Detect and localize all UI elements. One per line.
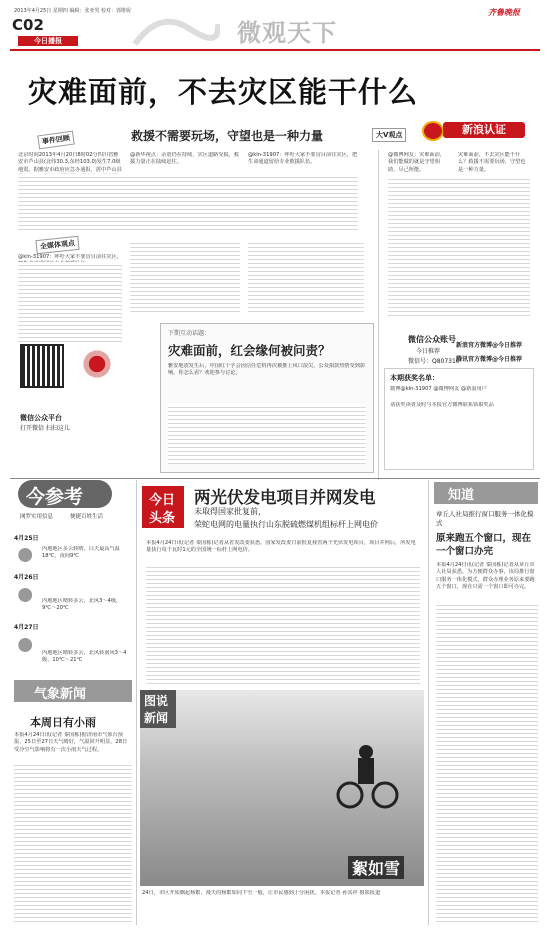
topic-kicker: 下期互动话题： xyxy=(168,330,211,337)
column-title: 微观天下 xyxy=(237,19,337,47)
weixin-title: 微信公众账号 xyxy=(408,335,456,344)
topic-lines xyxy=(168,404,366,464)
zhidao-lines xyxy=(436,602,538,922)
qr-code[interactable] xyxy=(20,344,64,388)
weather-2: 内地地区晴转多云，北风3～4级，9℃～20℃ xyxy=(42,598,122,612)
photo-caption: 24日，市区开始飘起杨絮，漫天的杨絮如同下雪一般，让市民感到十分困扰。本报记者 孙其祥 摄影报道 xyxy=(142,890,381,896)
brand-logo: 齐鲁晚报 xyxy=(488,8,520,17)
weather-body: 本报4月24日讯(记者 秦国栋)据济南市气象台预报，25日至27日天气晴好，气温回升明显，28日受冷空气影响将有一次小雨天气过程。 xyxy=(14,732,128,753)
cyclist-figure-icon xyxy=(330,740,410,810)
photo-badge-2: 新闻 xyxy=(144,711,169,725)
date-1: 4月25日 xyxy=(14,535,39,542)
zhidao-headline: 原来跑五个窗口，现在一个窗口办完 xyxy=(436,533,532,557)
qr-caption-2: 打开微信 扫扫这儿 xyxy=(20,425,70,432)
xinlang-badge: 新浪认证 xyxy=(443,122,525,138)
pv-sub-1: 未取得国家批复前， xyxy=(194,507,266,516)
ref-sub-2: 便捷百姓生活 xyxy=(70,514,104,520)
weather-lines xyxy=(14,762,132,922)
weather-icon-2 xyxy=(14,585,42,605)
netizen-lines-3 xyxy=(248,240,364,314)
weather-3: 内地地区晴转多云，北风转南风3～4级，10℃～21℃ xyxy=(42,650,127,664)
topic-body: 雅安地震发生后，中国红十字会因信任危机再次被推上风口浪尖，公众捐款热情受到影响。你怎么看？欢迎参与讨论。 xyxy=(168,363,366,377)
netizen-tag: 全媒体观点 xyxy=(35,236,79,254)
lead-body-3: @kln-31907：呼吁大家不要盲目前往灾区，把生命通道留给专业救援队伍。 xyxy=(248,152,358,166)
prize-note: 请获奖读者及时与本报官方微博联系领取奖品 xyxy=(390,402,494,408)
netizen-lines-1 xyxy=(18,262,122,342)
weather-icon-1 xyxy=(14,545,42,565)
zhidao-title: 知道 xyxy=(448,488,475,503)
date-3: 4月27日 xyxy=(14,624,39,631)
event-tag: 事件回顾 xyxy=(37,131,75,150)
date-2: 4月26日 xyxy=(14,574,39,581)
section-label: 今日播报 xyxy=(18,36,78,46)
weixin-name: 今日推荐 xyxy=(416,348,441,355)
topic-title: 灾难面前，红会缘何被问责？ xyxy=(168,343,331,358)
pv-headline: 两光伏发电项目并网发电 xyxy=(194,488,376,507)
lead-headline: 灾难面前，不去灾区能干什么 xyxy=(28,75,419,109)
weibo-account-1: 新浪官方微博@今日推荐 xyxy=(456,342,523,349)
photo-title: 絮如雪 xyxy=(348,856,404,879)
lead-text-lines xyxy=(18,174,358,230)
netizen-lines-2 xyxy=(130,240,240,314)
page-number: C02 xyxy=(12,16,44,34)
pv-lines xyxy=(146,564,420,684)
headline-badge-2: 头条 xyxy=(149,511,176,526)
lead-subhead: 救援不需要玩场，守望也是一种力量 xyxy=(131,129,324,143)
zhidao-body: 本报4月24日讯(记者 秦国栋)记者从章丘市人社局获悉，为方便群众办事，该局推行窗口服务一体化模式，群众办理业务原来要跑五个窗口，现在只需一个窗口即可办完。 xyxy=(436,562,535,591)
lead-body-4: @微博网友：灾难面前，我们能做的就是守望相助，尽己所能。 xyxy=(388,152,446,173)
qr-caption-1: 微信公众平台 xyxy=(20,414,62,422)
prize-title: 本期获奖名单： xyxy=(390,374,439,382)
weather-news-title: 气象新闻 xyxy=(34,687,87,702)
weather-icon-3 xyxy=(14,635,42,655)
comment-tag: 大V观点 xyxy=(372,128,406,142)
headline-badge-1: 今日 xyxy=(149,493,176,508)
lead-text-lines-right xyxy=(388,176,530,316)
pv-body: 本报4月24日讯(记者 秦国栋)记者从省发改委获悉，国家发改委日前批复我省两个光伏发电项目，项目并网后，所发电量执行每千瓦时1元的全国统一标杆上网电价。 xyxy=(146,540,416,554)
weixin-id: 微信号：Q807310 xyxy=(408,358,460,365)
weibo-account-2: 腾讯官方微博@今日推荐 xyxy=(456,356,523,363)
date-line: 2013年4月25日 星期四 编辑：张亚男 校对：郭维妮 xyxy=(14,8,132,14)
prize-list: 微博@kln-31907 @微博网友 @新浪用户 xyxy=(390,386,487,392)
photo-badge-1: 图说 xyxy=(144,694,169,708)
ref-sub-1: 网罗实用信息 xyxy=(20,514,54,520)
logo-circle-icon xyxy=(78,345,116,383)
weather-headline: 本周日有小雨 xyxy=(30,716,96,729)
weather-1: 内地地区多云转晴，白天最高气温18℃，夜间9℃ xyxy=(42,546,120,560)
lead-body-1: 北京时间2013年4月20日8时02分四川省雅安市芦山县(北纬30.3,东经103.0)发生7.0级地震。据雅安市政府应急办通报，震中芦山县 xyxy=(18,152,122,173)
ref-title: 今参考 xyxy=(26,486,84,508)
weibo-logo-icon xyxy=(422,121,444,141)
netizen-body: @kln-31907：呼吁大家不要盲目前往灾区， xyxy=(18,254,122,260)
zhidao-sub: 章丘人社局推行窗口服务一体化模式 xyxy=(436,510,534,527)
pv-sub-2: 荣蛇电网的电量执行山东脱硫燃煤机组标杆上网电价 xyxy=(194,520,378,529)
lead-body-2: @新华视点：余震仍在持续，灾区道路受损，救援力量正在陆续赶往。 xyxy=(130,152,239,166)
lead-body-5: 灾难面前，不去灾区能干什么？救援不需要玩场，守望也是一种力量。 xyxy=(458,152,526,173)
swirl-decoration-icon xyxy=(130,14,220,48)
